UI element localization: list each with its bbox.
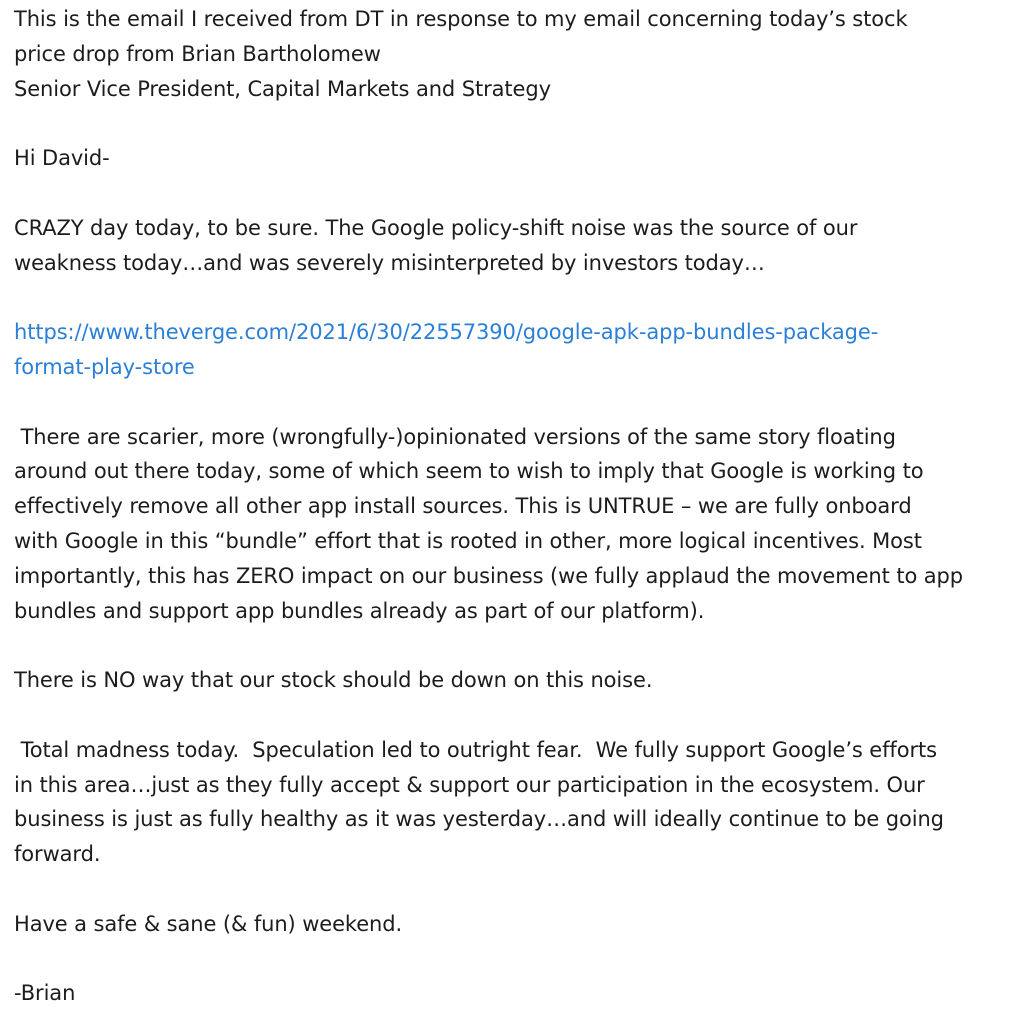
paragraph-4-line-4: forward.	[14, 842, 101, 867]
greeting: Hi David-	[14, 146, 110, 171]
spacer	[14, 698, 1010, 733]
paragraph-4-line-3: business is just as fully healthy as it was yesterday…and will ideally continue to be going	[14, 807, 944, 832]
paragraph-2-line-3: effectively remove all other app install sources. This is UNTRUE – we are fully onboard	[14, 494, 912, 519]
spacer	[14, 942, 1010, 977]
paragraph-4-line-1: Total madness today. Speculation led to outright fear. We fully support Google’s efforts	[14, 737, 937, 762]
intro-line-3: Senior Vice President, Capital Markets and Strategy	[14, 76, 551, 101]
paragraph-2-line-1: There are scarier, more (wrongfully-)opinionated versions of the same story floating	[14, 424, 896, 449]
paragraph-2-line-5: importantly, this has ZERO impact on our business (we fully applaud the movement to app	[14, 563, 964, 588]
intro-line-2: price drop from Brian Bartholomew	[14, 41, 381, 66]
intro-line-1: This is the email I received from DT in response to my email concerning today’s stock	[14, 7, 908, 31]
paragraph-1-line-2: weakness today…and was severely misinterpreted by investors today…	[14, 250, 765, 275]
paragraph-2-line-4: with Google in this “bundle” effort that is rooted in other, more logical incentives. Most	[14, 528, 922, 553]
article-link-line-1[interactable]: https://www.theverge.com/2021/6/30/22557390/google-apk-app-bundles-package-	[14, 320, 879, 345]
spacer	[14, 628, 1010, 663]
paragraph-3: There is NO way that our stock should be down on this noise.	[14, 668, 653, 693]
spacer	[14, 106, 1010, 141]
spacer	[14, 385, 1010, 420]
signature: -Brian	[14, 981, 76, 1006]
spacer	[14, 280, 1010, 315]
closing-line: Have a safe & sane (& fun) weekend.	[14, 911, 403, 936]
paragraph-1-line-1: CRAZY day today, to be sure. The Google policy-shift noise was the source of our	[14, 215, 858, 240]
article-link-line-2[interactable]: format-play-store	[14, 354, 195, 379]
paragraph-2-line-6: bundles and support app bundles already as part of our platform).	[14, 598, 705, 623]
paragraph-2-line-2: around out there today, some of which seem to wish to imply that Google is working to	[14, 459, 924, 484]
spacer	[14, 176, 1010, 211]
paragraph-4-line-2: in this area…just as they fully accept & support our participation in the ecosystem. Our	[14, 772, 925, 797]
spacer	[14, 872, 1010, 907]
